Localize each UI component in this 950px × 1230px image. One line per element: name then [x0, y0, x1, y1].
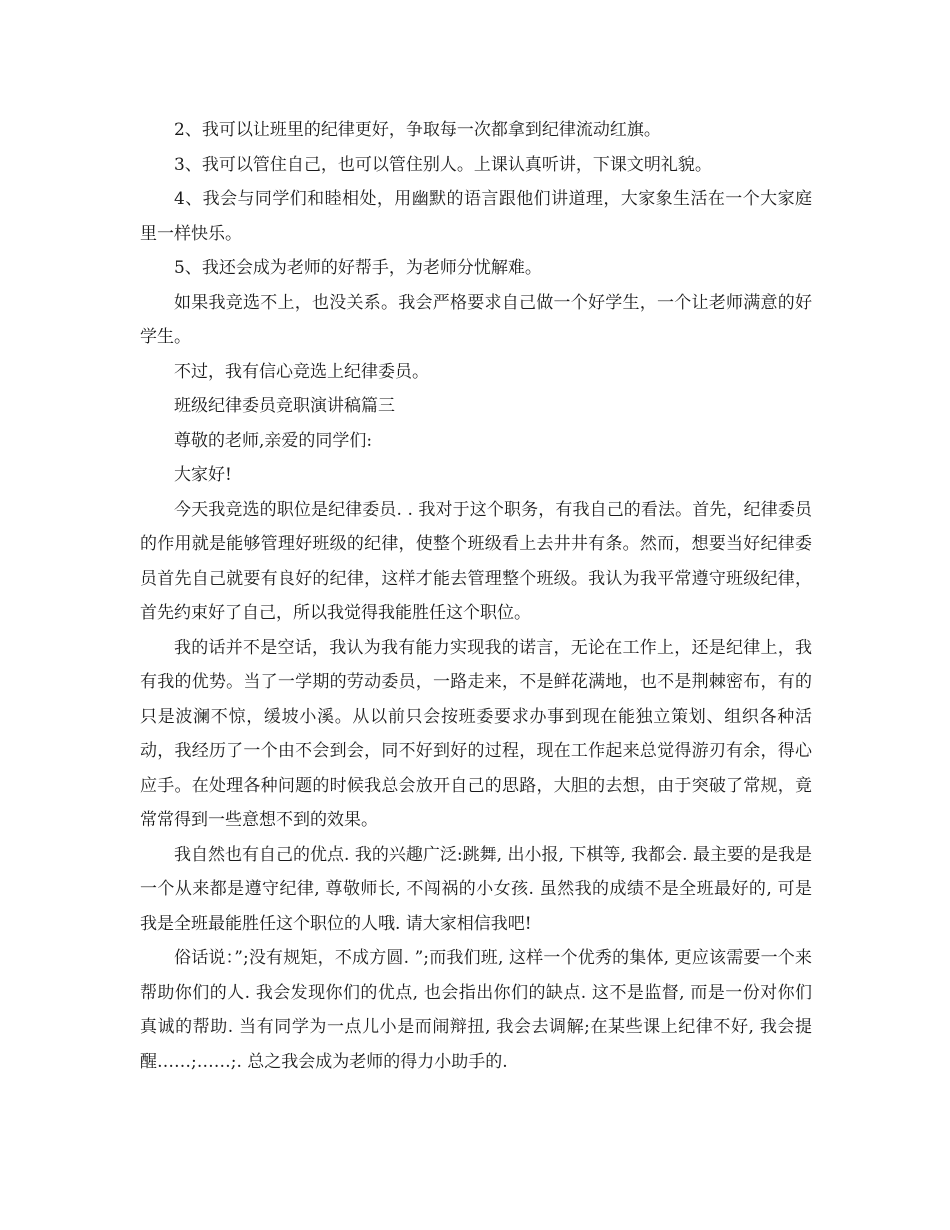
paragraph-fallback: 如果我竞选不上，也没关系。我会严格要求自己做一个好学生，一个让老师满意的好学生。: [140, 292, 812, 347]
paragraph-strengths: 我自然也有自己的优点. 我的兴趣广泛:跳舞, 出小报, 下棋等, 我都会. 最主要的是我是一个从来都是遵守纪律, 尊敬师长, 不闯祸的小女孩. 虽然我的成绩不是全班最好的, 可是我是全班最能胜任这个职位的人哦. 请大家相信我吧!: [140, 844, 812, 934]
greeting: 大家好!: [174, 465, 232, 485]
document-page: [140, 113, 812, 1079]
section-heading: 班级纪律委员竞职演讲稿篇三: [174, 396, 395, 416]
paragraph-position: 今天我竞选的职位是纪律委员. . 我对于这个职务，有我自己的看法。首先，纪律委员的作用就是能够管理好班级的纪律，使整个班级看上去井井有条。然而，想要当好纪律委员首先自己就要有良好的纪律，这样才能去管理整个班级。我认为我平常遵守班级纪律，首先约束好了自己，所以我觉得我能胜任这个职位。: [140, 499, 812, 623]
paragraph-item-5: 5、我还会成为老师的好帮手，为老师分忧解难。: [174, 258, 542, 278]
salutation: 尊敬的老师,亲爱的同学们:: [174, 430, 373, 451]
paragraph-conclusion: 俗话说：”;没有规矩，不成方圆. ”;而我们班, 这样一个优秀的集体, 更应该需要一个来帮助你们的人. 我会发现你们的优点, 也会指出你们的缺点. 这不是监督, 而是一份对你们真诚的帮助. 当有同学为一点儿小是而闹辩扭, 我会去调解;在某些课上纪律不好, 我会提醒……;……;. 总之我会成为老师的得力小助手的.: [140, 948, 812, 1072]
paragraph-experience: 我的话并不是空话，我认为我有能力实现我的诺言，无论在工作上，还是纪律上，我有我的优势。当了一学期的劳动委员，一路走来，不是鲜花满地，也不是荆棘密布，有的只是波澜不惊，缓坡小溪。从以前只会按班委要求办事到现在能独立策划、组织各种活动，我经历了一个由不会到会，同不好到好的过程，现在工作起来总觉得游刃有余，得心应手。在处理各种问题的时候我总会放开自己的思路，大胆的去想，由于突破了常规，竟常常得到一些意想不到的效果。: [140, 637, 812, 830]
paragraph-item-3: 3、我可以管住自己，也可以管住别人。上课认真听讲，下课文明礼貌。: [174, 154, 712, 175]
paragraph-item-4: 4、我会与同学们和睦相处，用幽默的语言跟他们讲道理，大家象生活在一个大家庭里一样快乐。: [140, 189, 812, 244]
paragraph-item-2: 2、我可以让班里的纪律更好，争取每一次都拿到纪律流动红旗。: [174, 120, 661, 140]
paragraph-confidence: 不过，我有信心竞选上纪律委员。: [174, 361, 429, 382]
